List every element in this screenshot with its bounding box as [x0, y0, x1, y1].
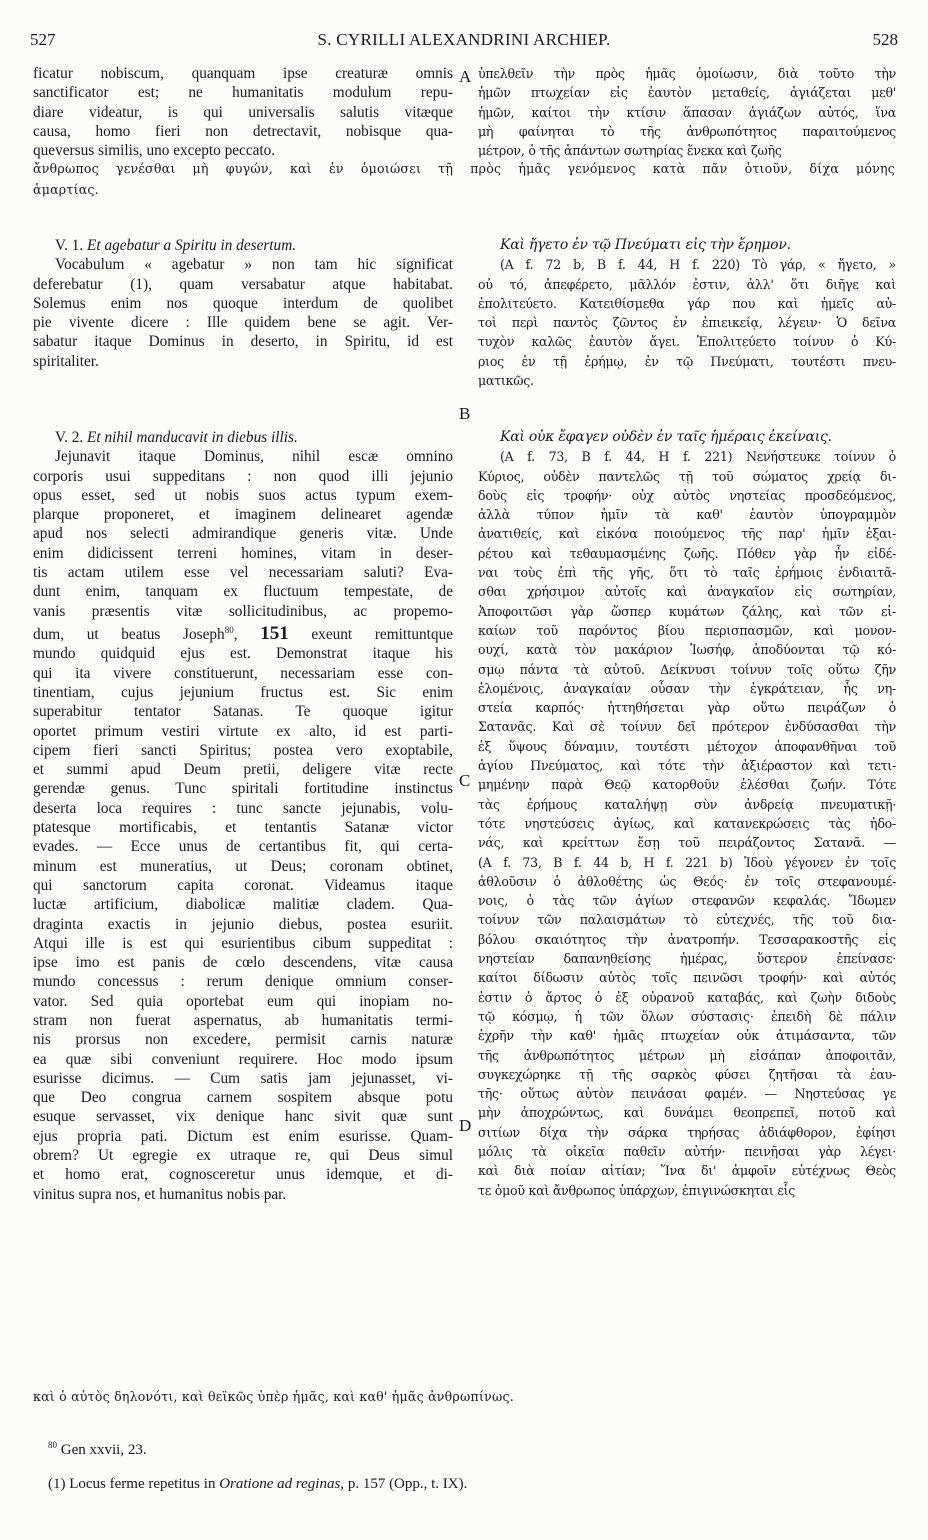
latin-line: apud nos selecti admirandique generis vitæ. Unde [33, 525, 453, 543]
greek-line: Ἀποφοιτῶσι γὰρ ὥσπερ κυμάτων ζάλης, καὶ τῶν εἰ- [478, 603, 896, 619]
latin-line: opus esset, sed ut nobis suos actus typum exem- [33, 486, 453, 504]
greek-line: ναι τοὺς ἐπὶ τῆς γῆς, ὅτι τὸ ταῖς ἐρήμοις ἐνδιαιτᾶ- [478, 565, 896, 581]
page-number-right: 528 [872, 30, 898, 49]
verse-1-latin-heading [33, 236, 453, 255]
greek-line: τοίνυν τῶν παλαισμάτων τὸ εὐτεχνές, τῆς τοῦ δια- [478, 912, 896, 928]
footnote-80 [48, 1440, 147, 1459]
greek-line: τὰς ἐρήμους καταλήψῃ σὺν ἀνδρείᾳ πνευματικῇ· [478, 796, 896, 812]
latin-line: oportet primum vestiri virtute ex alto, id est parti- [33, 722, 453, 740]
verse-2-greek-heading: Καὶ οὐκ ἔφαγεν οὐδὲν ἐν ταῖς ἡμέραις ἐκείναις. [500, 429, 832, 445]
greek-line: δοὺς εἰς τροφήν· οὐχ αὐτὸς νηστείας προσδεόμενος, [478, 487, 896, 503]
greek-line: βόλου σκαιότητος τὴν ἀνατροπήν. Τεσσαρακοστῆς εἰς [478, 931, 896, 947]
verse-text: Et nihil manducavit in diebus illis. [87, 429, 298, 446]
latin-line: et homo erat, cognosceretur unus idemque, et di- [33, 1166, 453, 1184]
margin-marker-a: A [459, 67, 472, 86]
greek-line: ἐξ ὕψους δύναμιν, τουτέστι μέτοχον ἀποφανθῆναι τοῦ [478, 738, 896, 754]
greek-line: συγκεχώρηκε τῇ τῆς σαρκὸς φύσει ζητῆσαι τὰ ἑαυ- [478, 1066, 896, 1082]
running-title: S. CYRILLI ALEXANDRINI ARCHIEP. [317, 30, 611, 49]
latin-line: mundo quidquid ejus est. Demonstrat itaque his [33, 645, 453, 663]
latin-line: vator. Sed quia oportebat eum qui inopiam no- [33, 992, 453, 1010]
greek-full-line: ἁμαρτίας. [33, 182, 99, 197]
greek-line: ἀνατιθείς, καὶ εἰκόνα ποιούμενος τῆς παρ' ἡμῖν ἐξαι- [478, 526, 896, 542]
greek-full-line: ἄνθρωπος γενέσθαι μὴ φυγών, καὶ ἐν ὁμοιώσει τῇ πρὸς ἡμᾶς γενόμενος κατὰ πᾶν ὁτιοῦν, δίχα μόνης [33, 161, 895, 176]
greek-column-top [478, 64, 896, 160]
greek-line: νοις, ὁ τὰς τῶν ἁγίων στεφανῶν κεφαλάς. Ἴδωμεν [478, 893, 896, 909]
greek-line: τε ὁμοῦ καὶ ἄνθρωπος ὑπάρχων, ἐπιγινώσκηται εἷς [478, 1182, 796, 1198]
latin-line: qui ita vivere constituerunt, necessariam esse con- [33, 664, 453, 682]
greek-line: τότε νηστεύσεις ἁγίως, καὶ κατανεκρώσεις τὰς ἡδο- [478, 815, 896, 831]
footnote-text: Gen xxvii, 23. [60, 1442, 147, 1458]
latin-line: ficatur nobiscum, quanquam ipse creaturæ omnis [33, 65, 453, 82]
greek-line: ρέτου καὶ τεθαυμασμένης ζωῆς. Πόθεν γὰρ ἦν εἰδέ- [478, 545, 896, 561]
greek-line: μέτρον, ὁ τῆς ἁπάντων σωτηρίας ἕνεκα καὶ ζωῆς [478, 143, 782, 159]
latin-line: plarque proponeret, et imaginem delinearet agendæ [33, 506, 453, 524]
footnote-reference: p. 157 (Opp., t. IX). [347, 1476, 468, 1492]
latin-line: minum est muneratius, ut Deus; coronam obtinet, [33, 857, 453, 875]
latin-line: et summi apud Deum pretii, deligere vitæ recte [33, 761, 453, 779]
latin-line: spiritaliter. [33, 352, 99, 370]
latin-line: ipse imo est panis de cœlo descendens, vitæ causa [33, 954, 453, 972]
column-number: 151 [260, 623, 289, 645]
latin-line: sanctificator est; ne humanitatis modulum repu- [33, 84, 453, 102]
latin-line: vanis præsentis vitæ sollicitudinibus, ac propemo- [33, 602, 453, 620]
verse-1-greek-heading: Καὶ ἤγετο ἐν τῷ Πνεύματι εἰς τὴν ἔρημον. [500, 237, 791, 253]
latin-line: que Deo congrua carnem sospitem absque potu [33, 1089, 453, 1107]
greek-line: τῆς ἀνθρωπότητος μέτρων μὴ εἰσάπαν ἀποφοιτᾶν, [478, 1047, 896, 1063]
greek-line: ἡμῶν, καίτοι τὴν κτίσιν ἅπασαν ἁγιάζων αὐτός, ἵνα [478, 104, 896, 120]
latin-line: dunt enim, tanquam ex fluctuum tempestate, de [33, 583, 453, 601]
greek-line: μὴν ἀποχρώντως, καὶ δυνάμει θεοπρεπεῖ, ποτοῦ καὶ [478, 1105, 896, 1121]
margin-marker-b: B [459, 404, 471, 423]
greek-line: (A f. 73, B f. 44, H f. 221) Νενήστευκε τοίνυν ὁ [500, 449, 896, 465]
verse-number: V. 1. [55, 237, 84, 254]
greek-verse-2 [478, 428, 896, 1200]
latin-line: sabatur itaque Dominus in deserto, in Spiritu, id est [33, 333, 453, 351]
latin-line: Vocabulum « agebatur » non tam hic significat [55, 256, 453, 274]
latin-line: draginta exactis in jejunio diebus, postea esuriit. [33, 915, 453, 933]
footnote-1 [48, 1476, 467, 1493]
greek-full-bottom [33, 1386, 895, 1407]
greek-line: ἀλλὰ τύπον ἡμῖν τὰ καθ' ἑαυτὸν ὑπογραμμὸν [478, 507, 896, 523]
greek-line: σθαι χρήσιμον αὐτοῖς καὶ ἀναγκαῖον εἰς σωτηρίαν, [478, 584, 896, 600]
greek-verse-1 [478, 236, 896, 390]
footnote-number: 80 [48, 1440, 57, 1450]
latin-line: Jejunavit itaque Dominus, nihil escæ omnino [55, 448, 453, 466]
latin-line: nis prorsus non excedere, permisit carnis naturæ [33, 1031, 453, 1049]
greek-line: ἑλομένοις, ἀναγκαίαν οὖσαν τὴν ἐγκράτειαν, ἧς νη- [478, 680, 896, 696]
latin-verse-2 [33, 428, 453, 1204]
latin-line: ptatesque mortificabis, et tentantis Satanæ victor [33, 819, 453, 837]
footnote-ref: 80 [224, 624, 234, 635]
page-header [30, 30, 898, 56]
latin-line: diare videatur, is qui universalis salutis vitæque [33, 103, 453, 121]
latin-line: Atqui ille is est qui esurientibus cibum suppeditat : [33, 934, 453, 952]
latin-line: enim didicissent terreni homines, vitam in deser- [33, 544, 453, 562]
greek-line: καίων τοῦ παρόντος βίου περισπασμῶν, καὶ μονον- [478, 622, 896, 638]
greek-line: (A f. 73, B f. 44 b, H f. 221 b) Ἰδοὺ γέγονεν ἐν τοῖς [478, 854, 896, 870]
latin-line: luctæ artificium, diabolicæ malitiæ cladem. Qua- [33, 896, 453, 914]
greek-line: καὶ διὰ ποίαν αἰτίαν; Ἵνα δι' ἀμφοῖν εὐτέχνως Θεὸς [478, 1163, 896, 1179]
latin-line: obrem? Ut egregie ex utraque re, qui Deus simul [33, 1147, 453, 1165]
greek-line: ἐστιν ὁ ἄρτος ὁ ἐξ οὐρανοῦ καταβάς, καὶ ζωὴν διδοὺς [478, 989, 896, 1005]
latin-line: corporis usui suppeditans : non quod illi jejunio [33, 467, 453, 485]
latin-line: ejus propria pati. Dictum est enim esurisse. Quam- [33, 1127, 453, 1145]
greek-line: στεία καρπός· ἡττηθήσεται γὰρ οὕτω πειράζων ὁ [478, 700, 896, 716]
greek-line: ἐχρῆν τὴν καθ' ἡμᾶς πτωχείαν οὐκ ἀτιμάσαντα, τῶν [478, 1028, 896, 1044]
greek-line: ἐπολιτεύετο. Κατειθίσμεθα γάρ που καὶ ἡμεῖς αὐ- [478, 295, 896, 311]
greek-line: νάς, καὶ κρείττων ἔσῃ τοῦ πειράζοντος Σατανᾶ. — [478, 835, 896, 851]
latin-line: tinentiam, cujus jejunium fructus est. Sic enim [33, 683, 453, 701]
greek-line: τυχὸν καλῶς ἑαυτὸν ἄγει. Ἐπολιτεύετο τοίνυν ὁ Κύ- [478, 334, 896, 350]
latin-line: dum, ut beatus Joseph$^{80}$, 151 exeunt remittuntque [33, 623, 454, 645]
latin-line: gerendæ genus. Tunc spiritali fortitudine instinctus [33, 780, 453, 798]
greek-full-top [33, 158, 895, 200]
greek-line: Σατανᾶς. Καὶ σὲ τοίνυν δεῖ πρότερον ἐνδύσασθαι τὴν [478, 719, 896, 735]
greek-line: μὴ φαίνηται τὸ τῆς ἀνθρωπότητος παραιτούμενος [478, 123, 896, 139]
greek-line: ὑπελθεῖν τὴν πρὸς ἡμᾶς ὁμοίωσιν, διὰ τοῦτο τὴν [478, 66, 896, 81]
greek-line: καίτοι δίδωσιν αὐτὸς τοῖς πεινῶσι τροφήν· καὶ αὐτός [478, 970, 896, 986]
greek-line: ἁγίου Πνεύματος, καὶ τότε τὴν ἀξιέραστον καὶ τετι- [478, 758, 896, 774]
greek-line: ἀθλοῦσιν ὁ ἀθλοθέτης ὡς Θεός· ἐν τοῖς στεφανουμέ- [478, 873, 896, 889]
footnote-text: (1) Locus ferme repetitus in [48, 1476, 216, 1492]
latin-line: queversus similis, uno excepto peccato. [33, 142, 276, 160]
margin-marker-c: C [459, 771, 471, 790]
greek-line: τοὶ περὶ παντὸς ζῶντος ἐν ἐπιεικείᾳ, λέγειν· Ὁ δεῖνα [478, 315, 896, 331]
greek-line: τῆς· οὕτως αὐτὸν πεινάσαι φαμέν. — Νηστεύσας γε [478, 1086, 896, 1102]
latin-verse-1 [33, 236, 453, 371]
verse-2-latin-heading [33, 428, 453, 447]
latin-line: mundo concessus : rerum denique omnium conser- [33, 973, 453, 991]
latin-line: evades. — Ecce unus de certantibus fit, qui certa- [33, 838, 453, 856]
greek-line: ἡμῶν πτωχείαν εἰς ἑαυτὸν μεταθείς, ἁγιάζεται μεθ' [478, 85, 896, 101]
latin-line: deferebatur (1), quam versabatur atque habitabat. [33, 275, 453, 293]
latin-line: esurisse dicimus. — Cum satis jam jejunasset, vi- [33, 1069, 453, 1087]
greek-line: μόλις τὰ οἰκεῖα παθεῖν αὐτήν· πεινῆσαι γὰρ λέγει· [478, 1143, 896, 1159]
greek-line: οὐ τό, ἀπεφέρετο, μᾶλλόν ἐστιν, ἀλλ' ὅτι διῆγε καὶ [478, 276, 896, 292]
verse-text: Et agebatur a Spiritu in desertum. [87, 237, 297, 254]
greek-line: σμῳ πάντα τὰ αὐτοῦ. Δείκνυσι τοίνυν τοῖς οὕτω ζῆν [478, 661, 896, 677]
greek-line: τῷ κόσμῳ, ἡ τῶν ὅλων σύστασις· ἐπειδὴ δὲ πάλιν [478, 1008, 896, 1024]
greek-line: Κύριος, οὐδὲν παντελῶς τῇ τοῦ σώματος χρείᾳ δι- [478, 468, 896, 484]
latin-line: stram non fuerat aspernatus, ab humanitatis termi- [33, 1012, 453, 1029]
page-number-left: 527 [30, 30, 56, 49]
latin-line: ea quæ sibi conveniunt requirere. Hoc modo ipsum [33, 1050, 453, 1068]
margin-marker-d: D [459, 1116, 472, 1135]
latin-line: causa, homo fieri non detrectavit, nobisque qua- [33, 122, 453, 140]
latin-line: pie vivente dicere : Ille quidem bene se agit. Ver- [33, 314, 453, 332]
greek-line: ουχί, κατὰ τὸν μακάριον Ἰωσήφ, ἀποδύονται τῷ κό- [478, 642, 896, 658]
footnote-title: Oratione ad reginas, [219, 1476, 345, 1492]
greek-line: ματικῶς. [478, 373, 534, 389]
greek-line: (A f. 72 b, B f. 44, H f. 220) Τὸ γάρ, « ἤγετο, » [500, 257, 896, 273]
latin-column-top [33, 64, 453, 160]
verse-number: V. 2. [55, 429, 84, 446]
latin-text: exeunt remittuntque [311, 626, 454, 644]
latin-line: deserta loca requires : tunc sancte jejunabis, volu- [33, 799, 453, 817]
latin-line: superabitur tentator Satanas. Te quoque igitur [33, 703, 453, 721]
greek-line: μημένην παρὰ Θεῷ κατορθοῦν ἑλέσθαι ζωήν. Τότε [478, 777, 896, 793]
latin-line: qui sanctorum capita coronat. Videamus itaque [33, 876, 453, 894]
greek-full-line: καὶ ὁ αὐτὸς δηλονότι, καὶ θεϊκῶς ὑπὲρ ἡμᾶς, καὶ καθ' ἡμᾶς ἀνθρωπίνως. [33, 1389, 514, 1404]
greek-line: ριος ἐν τῇ ἐρήμῳ, ἐν τῷ Πνεύματι, τουτέστι πνευ- [478, 353, 896, 369]
latin-line: cipem fieri sancti Spiritus; postea vero exoptabile, [33, 741, 453, 759]
latin-line: vinitus supra nos, et humanitus nobis par. [33, 1185, 287, 1203]
latin-text: dum, ut beatus Joseph [33, 626, 225, 644]
latin-line: Solemus enim nos quoque interdum de quolibet [33, 294, 453, 312]
latin-line: esuque servasset, vix denique hanc sivit quæ sunt [33, 1108, 453, 1126]
greek-line: σιτίων δίχα τὴν σάρκα τηρήσας ἀδιάφθορον, ἐφίησι [478, 1124, 896, 1140]
latin-line: tis actam utilem esse vel necessariam saluti? Eva- [33, 564, 453, 582]
greek-line: νηστείαν δαπανηθείσης ἡμέρας, ὕστερον ἐπείνασε· [478, 951, 896, 967]
